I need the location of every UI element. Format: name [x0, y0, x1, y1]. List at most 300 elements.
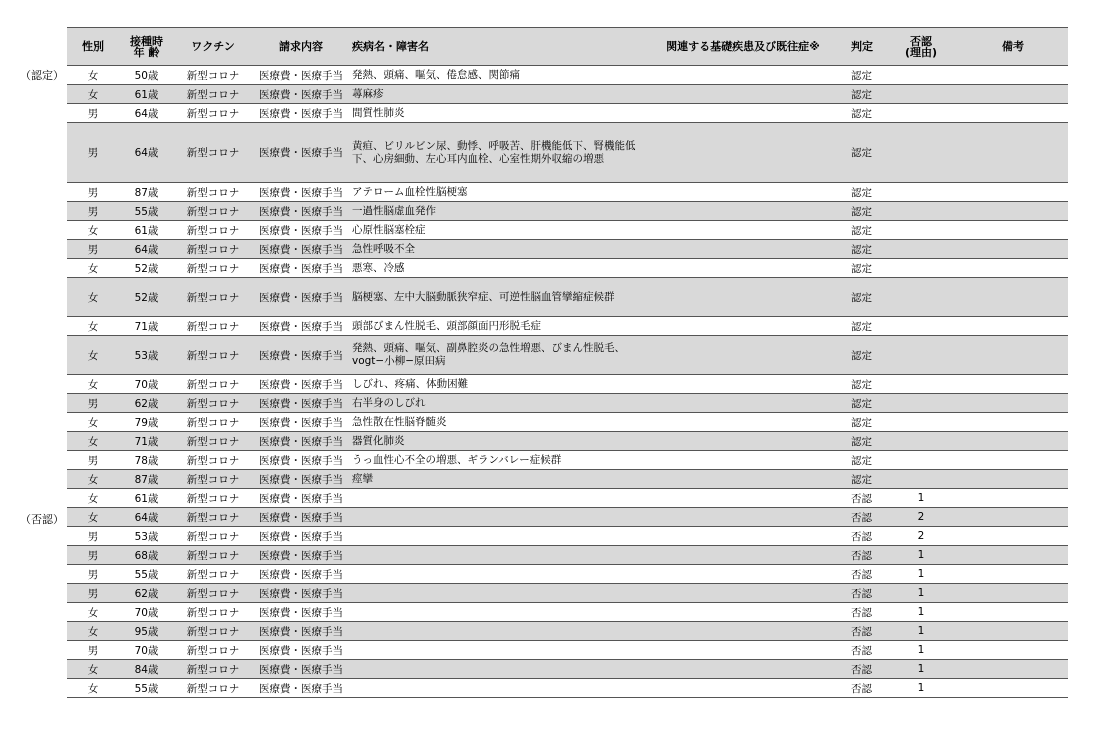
cell-disease	[350, 584, 638, 603]
cell-denial-reason: 1	[917, 663, 925, 675]
cell-underlying	[638, 85, 848, 104]
cell-disease	[350, 679, 638, 698]
cell-denial-reason	[884, 240, 958, 259]
table-row	[67, 565, 1068, 584]
cell-remarks	[958, 221, 1068, 240]
cell-remarks	[958, 641, 1068, 660]
table-row	[67, 546, 1068, 565]
cell-denial-reason: 1	[917, 549, 925, 561]
cell-age: 70歳	[134, 644, 159, 657]
cell-claim: 医療費・医療手当	[259, 291, 343, 304]
cell-claim: 医療費・医療手当	[259, 320, 343, 333]
cell-judgment: 認定	[851, 454, 872, 467]
table-row	[67, 221, 1068, 240]
table-row	[67, 336, 1068, 375]
cell-denial-reason: 1	[917, 587, 925, 599]
table-row	[67, 622, 1068, 641]
cell-underlying	[638, 278, 848, 317]
cell-judgment: 認定	[851, 224, 872, 237]
cell-remarks	[958, 451, 1068, 470]
cell-disease: 間質性肺炎	[352, 106, 405, 119]
cell-denial-reason	[884, 85, 958, 104]
cell-sex: 女	[87, 435, 99, 448]
cell-disease: アテローム血栓性脳梗塞	[352, 185, 468, 198]
cell-claim: 医療費・医療手当	[259, 568, 343, 581]
cell-underlying	[638, 603, 848, 622]
cell-remarks	[958, 660, 1068, 679]
cell-denial-reason	[884, 104, 958, 123]
header-claim: 請求内容	[279, 40, 323, 53]
cell-age: 55歳	[134, 205, 159, 218]
cell-underlying	[638, 375, 848, 394]
table-row	[67, 394, 1068, 413]
cell-claim: 医療費・医療手当	[259, 69, 343, 82]
cell-denial-reason	[884, 66, 958, 85]
cell-sex: 女	[87, 88, 99, 101]
cell-judgment: 認定	[851, 243, 872, 256]
cell-underlying	[638, 660, 848, 679]
cell-remarks	[958, 317, 1068, 336]
cell-disease: 黄疸、ビリルビン尿、動悸、呼吸苦、肝機能低下、腎機能低下、心房細動、左心耳内血栓、心室性期外収縮の増悪	[352, 139, 636, 165]
cell-denial-reason: 1	[917, 606, 925, 618]
cell-remarks	[958, 546, 1068, 565]
cell-age: 50歳	[134, 69, 159, 82]
cell-age: 52歳	[134, 262, 159, 275]
table-row	[67, 123, 1068, 183]
cell-claim: 医療費・医療手当	[259, 663, 343, 676]
cell-disease	[350, 527, 638, 546]
header-vaccine: ワクチン	[191, 40, 235, 53]
cell-judgment: 認定	[851, 291, 872, 304]
cell-vaccine: 新型コロナ	[186, 435, 240, 448]
cell-denial-reason	[884, 432, 958, 451]
cell-disease: 右半身のしびれ	[352, 396, 426, 409]
cell-remarks	[958, 375, 1068, 394]
cell-judgment: 認定	[851, 435, 872, 448]
cell-judgment: 認定	[851, 205, 872, 218]
cell-vaccine: 新型コロナ	[186, 378, 240, 391]
cell-denial-reason: 1	[917, 625, 925, 637]
cell-age: 95歳	[134, 625, 159, 638]
table-row	[67, 603, 1068, 622]
cell-claim: 医療費・医療手当	[259, 473, 343, 486]
cell-sex: 女	[87, 492, 99, 505]
cell-vaccine: 新型コロナ	[186, 88, 240, 101]
cell-judgment: 否認	[851, 606, 872, 619]
cell-disease	[350, 565, 638, 584]
cell-remarks	[958, 202, 1068, 221]
cell-underlying	[638, 546, 848, 565]
table-body	[67, 66, 1068, 698]
table-row	[67, 489, 1068, 508]
cell-vaccine: 新型コロナ	[186, 243, 240, 256]
cell-denial-reason: 1	[917, 492, 925, 504]
cell-judgment: 認定	[851, 397, 872, 410]
cell-underlying	[638, 394, 848, 413]
cell-claim: 医療費・医療手当	[259, 549, 343, 562]
cell-sex: 男	[87, 186, 99, 199]
cell-sex: 男	[87, 587, 99, 600]
cell-denial-reason	[884, 470, 958, 489]
cell-judgment: 否認	[851, 511, 872, 524]
cell-sex: 女	[87, 511, 99, 524]
cell-claim: 医療費・医療手当	[259, 435, 343, 448]
cell-claim: 医療費・医療手当	[259, 416, 343, 429]
cell-judgment: 認定	[851, 378, 872, 391]
cell-remarks	[958, 584, 1068, 603]
relief-judgment-table	[67, 27, 1068, 698]
cell-sex: 女	[87, 682, 99, 695]
cell-sex: 女	[87, 663, 99, 676]
cell-claim: 医療費・医療手当	[259, 349, 343, 362]
cell-age: 52歳	[134, 291, 159, 304]
cell-remarks	[958, 240, 1068, 259]
cell-judgment: 認定	[851, 186, 872, 199]
cell-vaccine: 新型コロナ	[186, 349, 240, 362]
cell-claim: 医療費・医療手当	[259, 107, 343, 120]
cell-underlying	[638, 470, 848, 489]
cell-sex: 男	[87, 243, 99, 256]
cell-claim: 医療費・医療手当	[259, 243, 343, 256]
table-row	[67, 660, 1068, 679]
cell-vaccine: 新型コロナ	[186, 606, 240, 619]
cell-claim: 医療費・医療手当	[259, 147, 343, 159]
cell-age: 71歳	[134, 435, 159, 448]
table-row	[67, 527, 1068, 546]
cell-claim: 医療費・医療手当	[259, 262, 343, 275]
cell-sex: 男	[87, 549, 99, 562]
cell-claim: 医療費・医療手当	[259, 378, 343, 391]
cell-underlying	[638, 317, 848, 336]
cell-denial-reason: 1	[917, 644, 925, 656]
cell-disease	[350, 622, 638, 641]
cell-disease: 脳梗塞、左中大脳動脈狭窄症、可逆性脳血管攣縮症候群	[352, 290, 615, 303]
cell-denial-reason	[884, 221, 958, 240]
cell-age: 64歳	[134, 107, 159, 120]
cell-claim: 医療費・医療手当	[259, 606, 343, 619]
table-row	[67, 508, 1068, 527]
cell-disease: 一過性脳虚血発作	[352, 204, 436, 217]
cell-remarks	[958, 413, 1068, 432]
cell-vaccine: 新型コロナ	[186, 454, 240, 467]
cell-disease: 悪寒、冷感	[352, 261, 405, 274]
cell-judgment: 認定	[851, 88, 872, 101]
cell-denial-reason	[884, 375, 958, 394]
cell-judgment: 認定	[851, 262, 872, 275]
cell-age: 78歳	[134, 454, 159, 467]
cell-underlying	[638, 432, 848, 451]
cell-remarks	[958, 603, 1068, 622]
cell-underlying	[638, 451, 848, 470]
cell-sex: 女	[87, 224, 99, 237]
cell-age: 61歳	[134, 492, 159, 505]
table-row	[67, 679, 1068, 698]
cell-remarks	[958, 679, 1068, 698]
cell-vaccine: 新型コロナ	[186, 262, 240, 275]
cell-underlying	[638, 104, 848, 123]
cell-claim: 医療費・医療手当	[259, 397, 343, 410]
cell-age: 87歳	[134, 186, 159, 199]
cell-judgment: 否認	[851, 492, 872, 505]
cell-remarks	[958, 183, 1068, 202]
cell-disease	[350, 489, 638, 508]
cell-remarks	[958, 66, 1068, 85]
cell-vaccine: 新型コロナ	[186, 473, 240, 486]
table-row	[67, 278, 1068, 317]
cell-vaccine: 新型コロナ	[186, 625, 240, 638]
cell-claim: 医療費・医療手当	[259, 186, 343, 199]
cell-judgment: 認定	[851, 69, 872, 82]
cell-age: 55歳	[134, 568, 159, 581]
cell-vaccine: 新型コロナ	[186, 568, 240, 581]
cell-disease	[350, 508, 638, 527]
cell-sex: 男	[87, 107, 99, 120]
header-denial-reason	[884, 28, 958, 66]
cell-vaccine: 新型コロナ	[186, 549, 240, 562]
cell-sex: 女	[87, 262, 99, 275]
cell-judgment: 認定	[851, 320, 872, 333]
cell-denial-reason	[884, 394, 958, 413]
header-age-line2: 年 齢	[133, 45, 160, 59]
cell-claim: 医療費・医療手当	[259, 530, 343, 543]
cell-remarks	[958, 622, 1068, 641]
cell-claim: 医療費・医療手当	[259, 454, 343, 467]
cell-age: 55歳	[134, 682, 159, 695]
cell-age: 70歳	[134, 606, 159, 619]
cell-judgment: 認定	[851, 473, 872, 486]
cell-remarks	[958, 336, 1068, 375]
cell-denial-reason: 2	[917, 511, 925, 523]
cell-vaccine: 新型コロナ	[186, 320, 240, 333]
cell-remarks	[958, 85, 1068, 104]
cell-vaccine: 新型コロナ	[186, 205, 240, 218]
header-denial-line1: 否認	[910, 34, 932, 48]
cell-vaccine: 新型コロナ	[186, 291, 240, 304]
table-row	[67, 85, 1068, 104]
table-row	[67, 317, 1068, 336]
cell-vaccine: 新型コロナ	[186, 416, 240, 429]
cell-denial-reason	[884, 336, 958, 375]
cell-underlying	[638, 221, 848, 240]
cell-age: 71歳	[134, 320, 159, 333]
cell-underlying	[638, 508, 848, 527]
cell-sex: 男	[87, 644, 99, 657]
cell-vaccine: 新型コロナ	[186, 69, 240, 82]
cell-underlying	[638, 489, 848, 508]
table-row	[67, 183, 1068, 202]
cell-remarks	[958, 470, 1068, 489]
cell-disease: うっ血性心不全の増悪、ギランバレー症候群	[352, 453, 562, 466]
cell-age: 64歳	[134, 511, 159, 524]
cell-underlying	[638, 123, 848, 183]
cell-vaccine: 新型コロナ	[186, 511, 240, 524]
cell-claim: 医療費・医療手当	[259, 644, 343, 657]
cell-claim: 医療費・医療手当	[259, 587, 343, 600]
cell-disease: 発熱、頭痛、嘔気、倦怠感、関節痛	[352, 68, 520, 81]
cell-judgment: 否認	[851, 644, 872, 657]
cell-underlying	[638, 202, 848, 221]
cell-underlying	[638, 183, 848, 202]
cell-disease: 心原性脳塞栓症	[352, 223, 426, 236]
cell-remarks	[958, 394, 1068, 413]
cell-disease	[350, 660, 638, 679]
cell-underlying	[638, 66, 848, 85]
cell-sex: 男	[87, 454, 99, 467]
cell-vaccine: 新型コロナ	[186, 587, 240, 600]
cell-age: 61歳	[134, 224, 159, 237]
cell-underlying	[638, 259, 848, 278]
cell-vaccine: 新型コロナ	[186, 530, 240, 543]
cell-remarks	[958, 278, 1068, 317]
cell-vaccine: 新型コロナ	[186, 147, 240, 159]
header-underlying: 関連する基礎疾患及び既往症※	[666, 40, 820, 53]
cell-underlying	[638, 679, 848, 698]
cell-underlying	[638, 565, 848, 584]
table-row	[67, 641, 1068, 660]
cell-judgment: 認定	[851, 416, 872, 429]
header-remarks: 備考	[1002, 40, 1024, 53]
cell-vaccine: 新型コロナ	[186, 644, 240, 657]
cell-vaccine: 新型コロナ	[186, 186, 240, 199]
table-row	[67, 66, 1068, 85]
cell-judgment: 認定	[851, 349, 872, 362]
cell-remarks	[958, 104, 1068, 123]
cell-sex: 男	[87, 568, 99, 581]
table-row	[67, 104, 1068, 123]
cell-judgment: 認定	[851, 107, 872, 120]
cell-denial-reason	[884, 413, 958, 432]
cell-disease: 発熱、頭痛、嘔気、副鼻腔炎の急性増悪、びまん性脱毛、vogt−小柳−原田病	[352, 342, 625, 367]
table-row	[67, 202, 1068, 221]
cell-age: 62歳	[134, 397, 159, 410]
cell-judgment: 認定	[851, 147, 872, 159]
cell-age: 84歳	[134, 663, 159, 676]
header-judgment: 判定	[851, 40, 873, 53]
table-row	[67, 451, 1068, 470]
group-label-approved: （認定）	[20, 69, 64, 82]
cell-vaccine: 新型コロナ	[186, 397, 240, 410]
cell-disease	[350, 603, 638, 622]
cell-disease	[350, 546, 638, 565]
cell-judgment: 否認	[851, 625, 872, 638]
table-row	[67, 470, 1068, 489]
cell-sex: 女	[87, 291, 99, 304]
cell-judgment: 否認	[851, 587, 872, 600]
cell-claim: 医療費・医療手当	[259, 224, 343, 237]
cell-disease: 急性呼吸不全	[352, 242, 415, 255]
cell-denial-reason	[884, 183, 958, 202]
table-row	[67, 432, 1068, 451]
cell-remarks	[958, 508, 1068, 527]
cell-remarks	[958, 489, 1068, 508]
cell-vaccine: 新型コロナ	[186, 224, 240, 237]
cell-age: 64歳	[134, 147, 159, 159]
cell-underlying	[638, 641, 848, 660]
cell-underlying	[638, 584, 848, 603]
cell-remarks	[958, 565, 1068, 584]
cell-underlying	[638, 413, 848, 432]
cell-disease: 急性散在性脳脊髄炎	[352, 415, 447, 428]
cell-age: 62歳	[134, 587, 159, 600]
cell-remarks	[958, 432, 1068, 451]
cell-underlying	[638, 240, 848, 259]
cell-sex: 男	[87, 530, 99, 543]
cell-age: 64歳	[134, 243, 159, 256]
cell-sex: 男	[87, 205, 99, 218]
cell-judgment: 否認	[851, 530, 872, 543]
cell-claim: 医療費・医療手当	[259, 625, 343, 638]
table-header-row	[67, 28, 1068, 66]
cell-age: 53歳	[134, 349, 159, 362]
cell-judgment: 否認	[851, 568, 872, 581]
header-disease: 疾病名・障害名	[352, 40, 429, 53]
cell-denial-reason: 2	[917, 530, 925, 542]
cell-disease: しびれ、疼痛、体動困難	[352, 377, 469, 390]
table-row	[67, 413, 1068, 432]
cell-vaccine: 新型コロナ	[186, 492, 240, 505]
header-age-line1: 接種時	[130, 34, 163, 48]
cell-claim: 医療費・医療手当	[259, 682, 343, 695]
cell-judgment: 否認	[851, 663, 872, 676]
cell-age: 53歳	[134, 530, 159, 543]
cell-remarks	[958, 527, 1068, 546]
cell-sex: 女	[87, 473, 99, 486]
cell-disease: 蕁麻疹	[352, 87, 384, 100]
cell-age: 68歳	[134, 549, 159, 562]
cell-vaccine: 新型コロナ	[186, 663, 240, 676]
cell-age: 70歳	[134, 378, 159, 391]
table-row	[67, 259, 1068, 278]
cell-disease: 器質化肺炎	[352, 434, 405, 447]
header-denial-line2: (理由)	[904, 45, 938, 59]
cell-denial-reason	[884, 278, 958, 317]
cell-disease	[350, 641, 638, 660]
cell-sex: 女	[87, 378, 99, 391]
cell-claim: 医療費・医療手当	[259, 511, 343, 524]
cell-sex: 女	[87, 606, 99, 619]
cell-sex: 女	[87, 625, 99, 638]
cell-sex: 女	[87, 416, 99, 429]
cell-claim: 医療費・医療手当	[259, 88, 343, 101]
cell-remarks	[958, 123, 1068, 183]
cell-denial-reason	[884, 317, 958, 336]
cell-sex: 女	[87, 349, 99, 362]
cell-vaccine: 新型コロナ	[186, 107, 240, 120]
cell-denial-reason	[884, 259, 958, 278]
cell-denial-reason: 1	[917, 682, 925, 694]
cell-denial-reason	[884, 451, 958, 470]
table-row	[67, 240, 1068, 259]
cell-remarks	[958, 259, 1068, 278]
table-row	[67, 584, 1068, 603]
cell-sex: 男	[87, 397, 99, 410]
cell-denial-reason	[884, 202, 958, 221]
cell-denial-reason: 1	[917, 568, 925, 580]
cell-vaccine: 新型コロナ	[186, 682, 240, 695]
cell-age: 87歳	[134, 473, 159, 486]
cell-age: 79歳	[134, 416, 159, 429]
cell-underlying	[638, 527, 848, 546]
cell-underlying	[638, 622, 848, 641]
cell-disease: 頭部びまん性脱毛、頭部顔面円形脱毛症	[352, 319, 541, 332]
cell-sex: 女	[87, 320, 99, 333]
cell-judgment: 否認	[851, 549, 872, 562]
cell-age: 61歳	[134, 88, 159, 101]
cell-judgment: 否認	[851, 682, 872, 695]
cell-sex: 男	[87, 147, 99, 159]
cell-claim: 医療費・医療手当	[259, 492, 343, 505]
table-row	[67, 375, 1068, 394]
